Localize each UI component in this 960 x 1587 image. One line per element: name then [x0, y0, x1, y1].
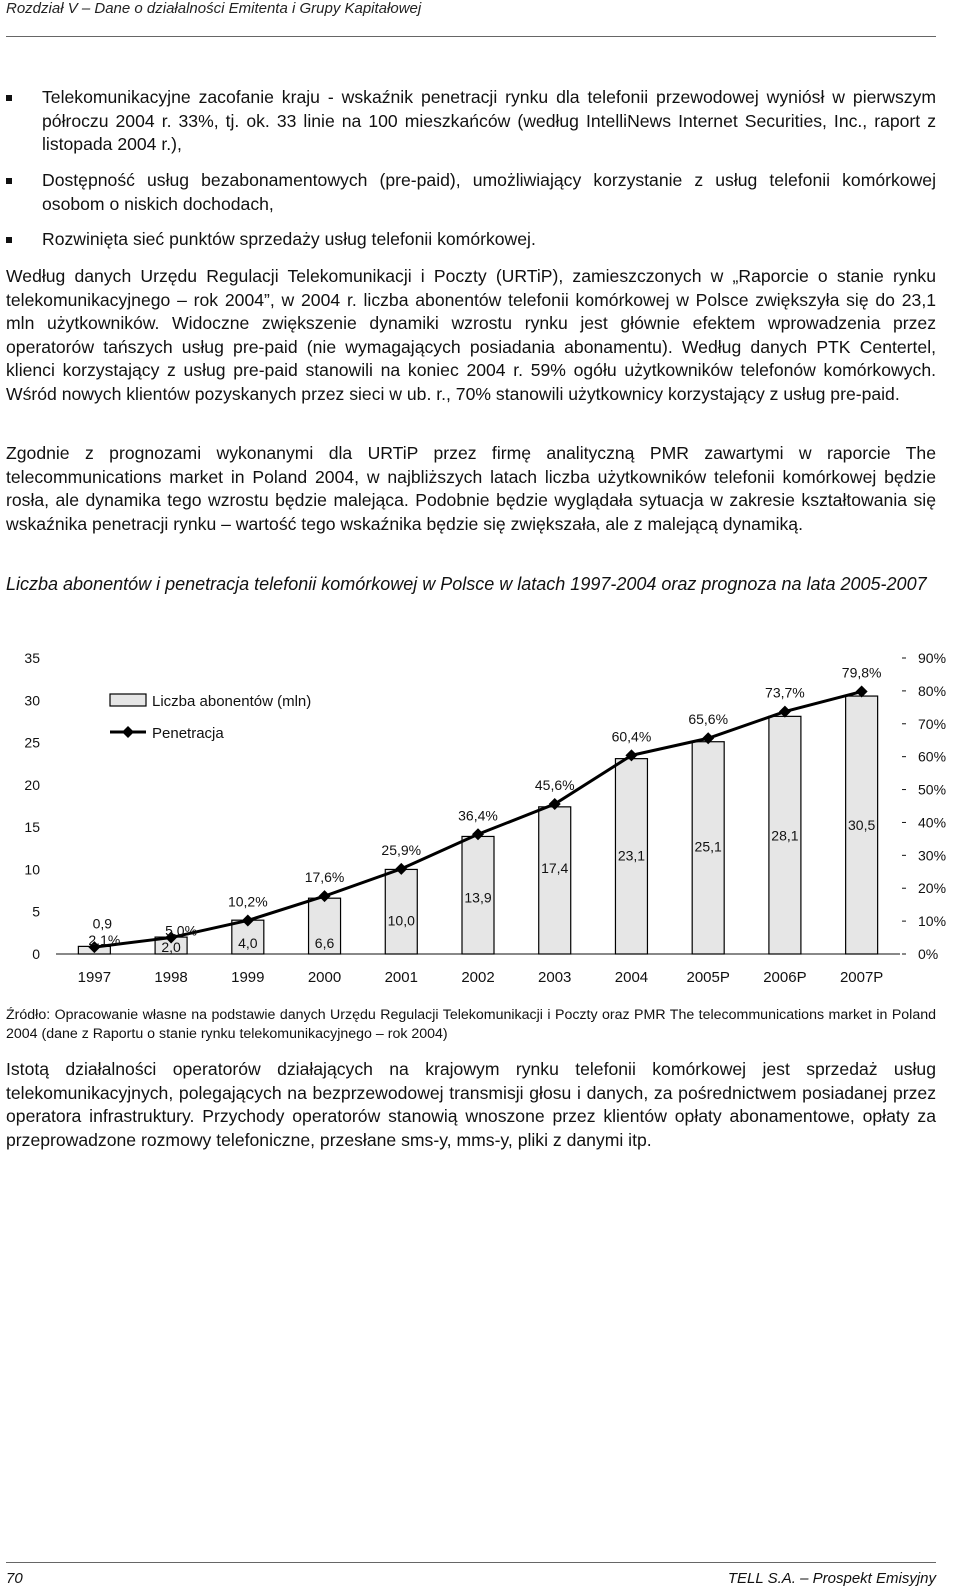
y-left-tick-label: 20 [24, 776, 40, 793]
paragraph-urtip: Według danych Urzędu Regulacji Telekomunikacji i Poczty (URTiP), zamieszczonych w „Raporcie o stanie rynku telekomunikacyjnego – rok 2004”, w 2004 r. liczba abonentów telefonii komórkowej w Polsce zwiększyła się do 23,1 mln użytkowników. Widoczne zwiększenie dynamiki wzrostu rynku jest głównie efektem wprowadzenia przez operatorów tańszych usług pre-paid (nie wymagających posiadania abonamentu). Według danych PTK Centertel, klienci korzystający z usług pre-paid stanowili na koniec 2004 r. 59% ogółu użytkowników telefonów komórkowych. Wśród nowych klientów pozyskanych przez sieci w ub. r., 70% stanowili użytkownicy korzystający z usług pre-paid. [6, 266, 936, 404]
footer-rule [6, 1562, 936, 1563]
y-left-tick-label: 15 [24, 819, 40, 836]
x-tick-label: 2001 [384, 969, 418, 986]
chart-svg [0, 640, 960, 1000]
chart-caption: Liczba abonentów i penetracja telefonii komórkowej w Polsce w latach 1997-2004 oraz prognoza na lata 2005-2007 [6, 574, 927, 594]
y-right-tick-label: 30% [918, 847, 947, 864]
bullet-item [6, 169, 936, 216]
x-tick-label: 1998 [154, 969, 188, 986]
paragraph-operators: Istotą działalności operatorów działających na krajowym rynku telefonii komórkowej jest sprzedaż usług telekomunikacyjnych, polegających na bezprzewodowej transmisji głosu i danych, za pośrednictwem posiadanej przez operatora infrastruktury. Przychody operatorów stanowią wnoszone przez klientów opłaty abonamentowe, opłaty za przeprowadzone rozmowy telefoniczne, przesłane sms-y, mms-y, pliki z danymi itp. [6, 1059, 936, 1150]
penetration-value-label: 79,8% [841, 664, 882, 681]
bullet-text: Telekomunikacyjne zacofanie kraju - wskaźnik penetracji rynku dla telefonii przewodowej wyniósł w pierwszym półroczu 2004 r. 33%, tj. ok. 33 linie na 100 mieszkańców (według IntelliNews Internet Securities, Inc., raport z listopada 2004 r.), [42, 87, 936, 155]
legend-label: Penetracja [152, 725, 224, 742]
x-tick-label: 2005P [686, 969, 730, 986]
y-right-tick-label: 50% [918, 781, 947, 798]
y-left-tick-label: 25 [24, 734, 40, 751]
bullet-mark [6, 178, 12, 184]
penetration-value-label: 5,0% [165, 922, 198, 939]
bullet-mark [6, 95, 12, 101]
bar-value-label: 2,0 [161, 939, 181, 955]
penetration-value-label: 60,4% [611, 728, 652, 745]
paragraph-pmr: Zgodnie z prognozami wykonanymi dla URTiP przez firmę analityczną PMR zawartymi w raporcie The telecommunications market in Poland 2004, w najbliższych latach liczba użytkowników telefonii komórkowej będzie rosła, ale dynamika tego wzrostu będzie malejąca. Podobnie będzie wyglądała sytuacja w zakresie kształtowania się wskaźnika penetracji rynku – wartość tego wskaźnika będzie się zwiększała, ale z malejącą dynamiką. [6, 443, 936, 534]
bar-value-label: 6,6 [314, 935, 335, 951]
y-left-tick-label: 5 [32, 903, 40, 920]
y-right-tick-label: 60% [918, 748, 947, 765]
x-tick-label: 2007P [839, 969, 884, 986]
bullet-item [6, 228, 936, 252]
penetration-value-label: 10,2% [227, 893, 268, 910]
y-left-tick-label: 0 [32, 946, 40, 962]
penetration-value-label: 73,7% [765, 684, 805, 701]
bar [539, 807, 571, 954]
bullet-mark [6, 237, 12, 243]
y-left-tick-label: 35 [24, 650, 40, 666]
y-left-tick-label: 10 [24, 861, 40, 878]
bullet-text: Rozwinięta sieć punktów sprzedaży usług telefonii komórkowej. [42, 229, 536, 249]
x-tick-label: 2000 [307, 969, 342, 986]
bar-value-label: 13,9 [464, 889, 492, 906]
penetration-value-label: 65,6% [688, 711, 729, 728]
bar-value-label: 25,1 [694, 838, 722, 855]
y-left-tick-label: 30 [24, 692, 40, 709]
penetration-value-label: 45,6% [534, 777, 575, 794]
x-tick-label: 1999 [231, 969, 265, 986]
legend-label: Liczba abonentów (mln) [152, 693, 312, 710]
x-tick-label: 2006P [763, 969, 807, 986]
bar-value-label: 23,1 [617, 847, 646, 864]
penetration-value-label: 36,4% [458, 807, 498, 824]
y-right-tick-label: 80% [918, 682, 947, 699]
page-header: Rozdział V – Dane o działalności Emitenta i Grupy Kapitałowej [6, 0, 422, 17]
x-tick-label: 2004 [614, 969, 649, 986]
penetration-value-label: 17,6% [304, 869, 345, 886]
page-number: 70 [6, 1570, 23, 1587]
footer-title: TELL S.A. – Prospekt Emisyjny [727, 1570, 936, 1587]
y-right-tick-label: 10% [918, 913, 947, 930]
bullet-text: Dostępność usług bezabonamentowych (pre-paid), umożliwiający korzystanie z usług telefonii komórkowej osobom o niskich dochodach, [42, 170, 936, 214]
y-right-tick-label: 70% [918, 715, 947, 732]
x-tick-label: 1997 [77, 969, 112, 986]
y-right-tick-label: 0% [918, 946, 939, 962]
bar-value-label: 28,1 [771, 827, 799, 844]
legend-line-marker [122, 726, 134, 738]
chart-source: Źródło: Opracowanie własne na podstawie danych Urzędu Regulacji Telekomunikacji i Poczty oraz PMR The telecommunications market in Poland 2004 (dane z Raportu o stanie rynku telekomunikacyjnego – rok 2004) [6, 1007, 936, 1042]
x-tick-label: 2002 [461, 969, 495, 986]
penetration-value-label: 2,1% [88, 932, 121, 949]
subscribers-chart [0, 640, 960, 1000]
bar-value-label: 30,5 [848, 817, 876, 834]
bar-value-label: 4,0 [238, 935, 258, 951]
y-right-tick-label: 20% [918, 880, 947, 897]
bar-value-label: 17,4 [541, 859, 569, 876]
bar-value-label: 0,9 [92, 915, 113, 932]
y-right-tick-label: 40% [918, 814, 947, 831]
legend-bar-swatch [110, 694, 146, 706]
x-tick-label: 2003 [538, 969, 572, 986]
header-rule [6, 36, 936, 37]
penetration-value-label: 25,9% [381, 841, 422, 858]
bullet-item [6, 86, 936, 157]
y-right-tick-label: 90% [918, 650, 947, 666]
bar-value-label: 10,0 [387, 912, 415, 929]
